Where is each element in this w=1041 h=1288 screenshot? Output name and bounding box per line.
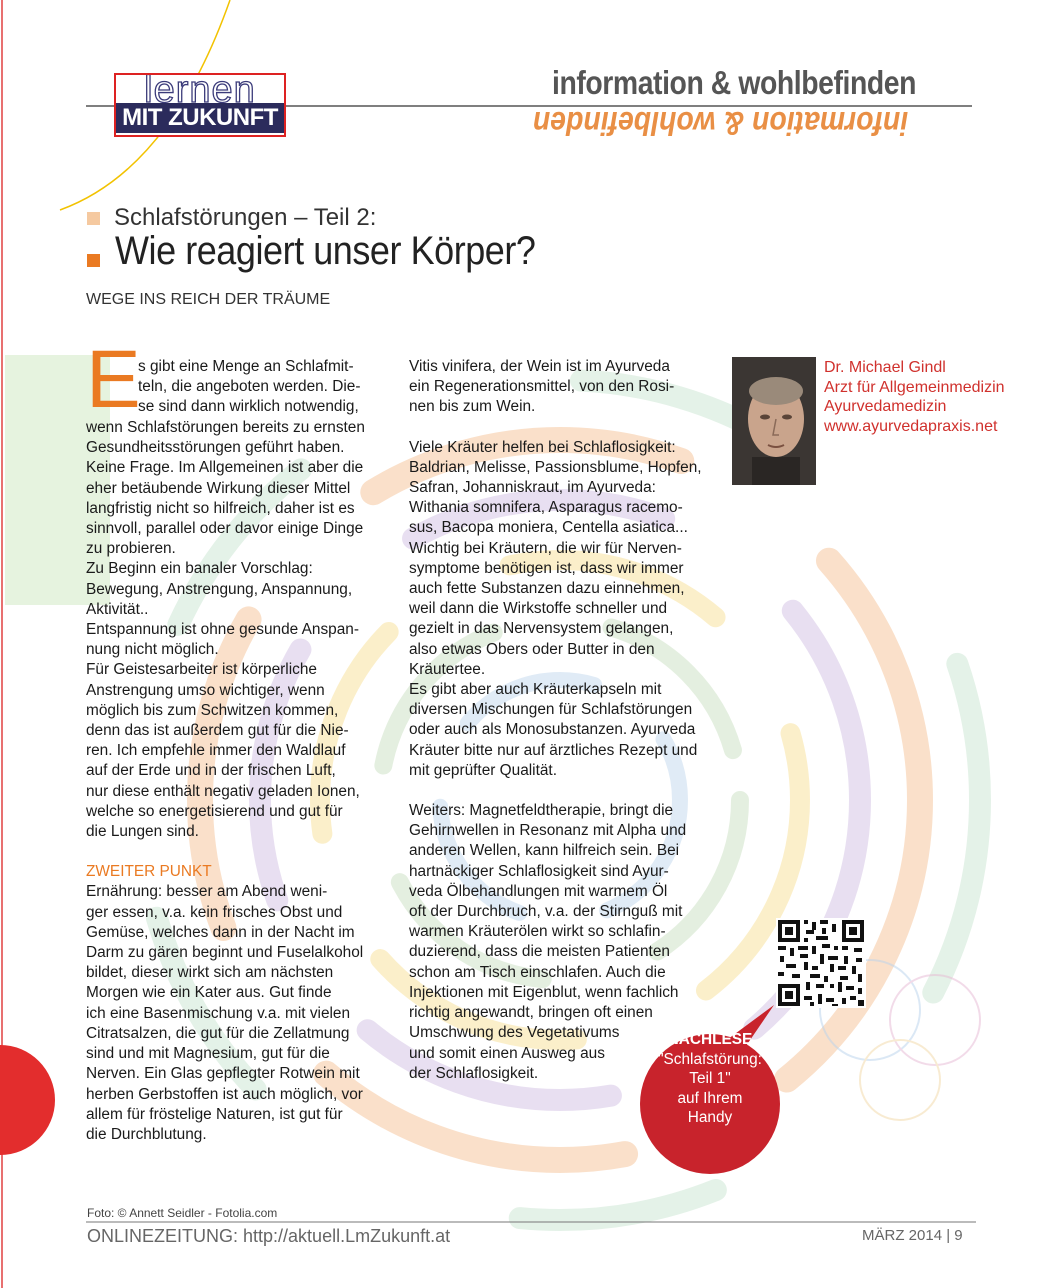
headline-square-icon [87, 254, 100, 267]
section-title-reflection: information & wohlbefinden [532, 105, 909, 142]
author-name: Dr. Michael Gindl [824, 359, 946, 376]
nachlese-line4: Handy [687, 1109, 733, 1126]
kicker [87, 204, 376, 232]
section2-text: Ernährung: besser am Abend weni- ger essen, v.a. kein frisches Obst und Gemüse, welches dann in der Nacht im Darm zu gären beginnt und Fuselalkohol bildet, dieser wirkt sich am nächsten Morgen wie ein Kater aus. Gut finde ich eine Basenmischung v.a. mit vielen Citratsalzen, die gut für die Zellatmung sind und mit Magnesium, gut für die Nerven. Ein Glas gepflegter Rotwein mit herben Gerbstoffen ist auch möglich, vor allem für fröstelige Naturen, ist gut für die Durchblutung. [86, 883, 364, 1143]
subtitle: WEGE INS REICH DER TRÄUME [86, 291, 331, 308]
column2 [409, 357, 729, 1084]
headline-text: Wie reagiert unser Körper? [115, 229, 536, 273]
nachlese-title: NACHLESE [667, 1031, 753, 1048]
column1 [86, 418, 396, 1145]
column1-text: wenn Schlafstörungen bereits zu ernsten Gesundheitsstörungen geführt haben. Keine Frage. Im Allgemeinen ist aber die eher betäubende Wirkung dieser Mittel langfristig nicht so hilfreich, daher ist es sinnvoll, parallel oder davor einige Dinge zu probieren. Zu Beginn ein banaler Vorschlag: Bewegung, Anstrengung, Anspannung, Aktivität.. Entspannung ist ohne gesunde Anspan- nung nicht möglich. Für Geistesarbeiter ist körperliche Anstrengung umso wichtiger, wenn möglich bis zum Schwitzen kommen, denn das ist außerdem gut für die Nie- ren. Ich empfehle immer den Waldlauf auf der Erde und in der frischen Luft, nur diese enthält negativ geladen Ionen, welche so energetisierend und gut für die Lungen sind. [86, 419, 365, 841]
photo-credit: Foto: © Annett Seidler - Fotolia.com [87, 1206, 278, 1220]
kicker-square-icon [87, 212, 100, 225]
author-role: Arzt für Allgemeinmedizin [824, 378, 1005, 396]
section-heading: ZWEITER PUNKT [86, 863, 212, 881]
author-specialty: Ayurvedamedizin [824, 398, 947, 415]
author-photo [732, 357, 816, 485]
drop-cap: E [86, 334, 141, 425]
logo-bottom-text: MIT ZUKUNFT [116, 103, 284, 133]
author-info [824, 358, 1005, 436]
footer-online-url[interactable]: ONLINEZEITUNG: http://aktuell.LmZukunft.at [87, 1226, 451, 1246]
column1-intro [138, 357, 388, 418]
logo-top-text: lernen [116, 75, 284, 103]
column2-para2: Viele Kräuter helfen bei Schlaflosigkeit: Baldrian, Melisse, Passionsblume, Hopfen, Safran, Johanniskraut, im Ayurveda: Withania somnifera, Asparagus racemo- sus, Bacopa moniera, Centella asiatica... Wichtig bei Kräutern, die wir für Nerven- symptome benötigen ist, dass wir immer auch fette Substanzen dazu einnehmen, weil dann die Wirkstoffe schneller und gezielt in das Nervensystem gelangen, also etwas Obers oder Butter in den Kräutertee. Es gibt aber auch Kräuterkapseln mit diversen Mischungen für Schlafstörungen oder auch als Monosubstanzen. Ayurveda Kräuter bitte nur auf ärztliches Rezept und mit geprüfter Qualität. [409, 438, 702, 779]
footer-issue: MÄRZ 2014 | 9 [862, 1227, 963, 1244]
magazine-logo [114, 73, 286, 137]
kicker-text: Schlafstörungen – Teil 2: [114, 204, 377, 231]
intro-text: s gibt eine Menge an Schlafmit- teln, die angeboten werden. Die- se sind dann wirklich notwendig, [138, 358, 361, 416]
column2-para1: Vitis vinifera, der Wein ist im Ayurveda ein Regenerationsmittel, von den Rosi- nen bis zum Wein. [409, 358, 675, 416]
column2-para3: Weiters: Magnetfeldtherapie, bringt die Gehirnwellen in Resonanz mit Alpha und anderen Wellen, kann hilfreich sein. Bei hartnäckiger Schlaflosigkeit sind Ayur- veda Ölbehandlungen mit warmem Öl oft der Durchbruch, v.a. der Stirnguß mit warmen Kräuterölen wirkt so schlafin- duzierend, dass die meisten Patienten schon am Tisch einschlafen. Auch die Injektionen mit Eigenblut, wenn fachlich richtig angewandt, bringen oft einen Umschwung des Vegetativums und somit einen Ausweg aus der Schlaflosigkeit. [409, 802, 687, 1082]
qr-code[interactable] [776, 918, 866, 1008]
author-website[interactable]: www.ayurvedapraxis.net [824, 417, 998, 435]
nachlese-line1: "Schlafstörung: [658, 1050, 762, 1068]
section-title: information & wohlbefinden [552, 64, 917, 101]
nachlese-line3: auf Ihrem [677, 1089, 743, 1107]
nachlese-line2: Teil 1" [689, 1070, 731, 1087]
nachlese-bubble[interactable] [640, 1030, 780, 1128]
